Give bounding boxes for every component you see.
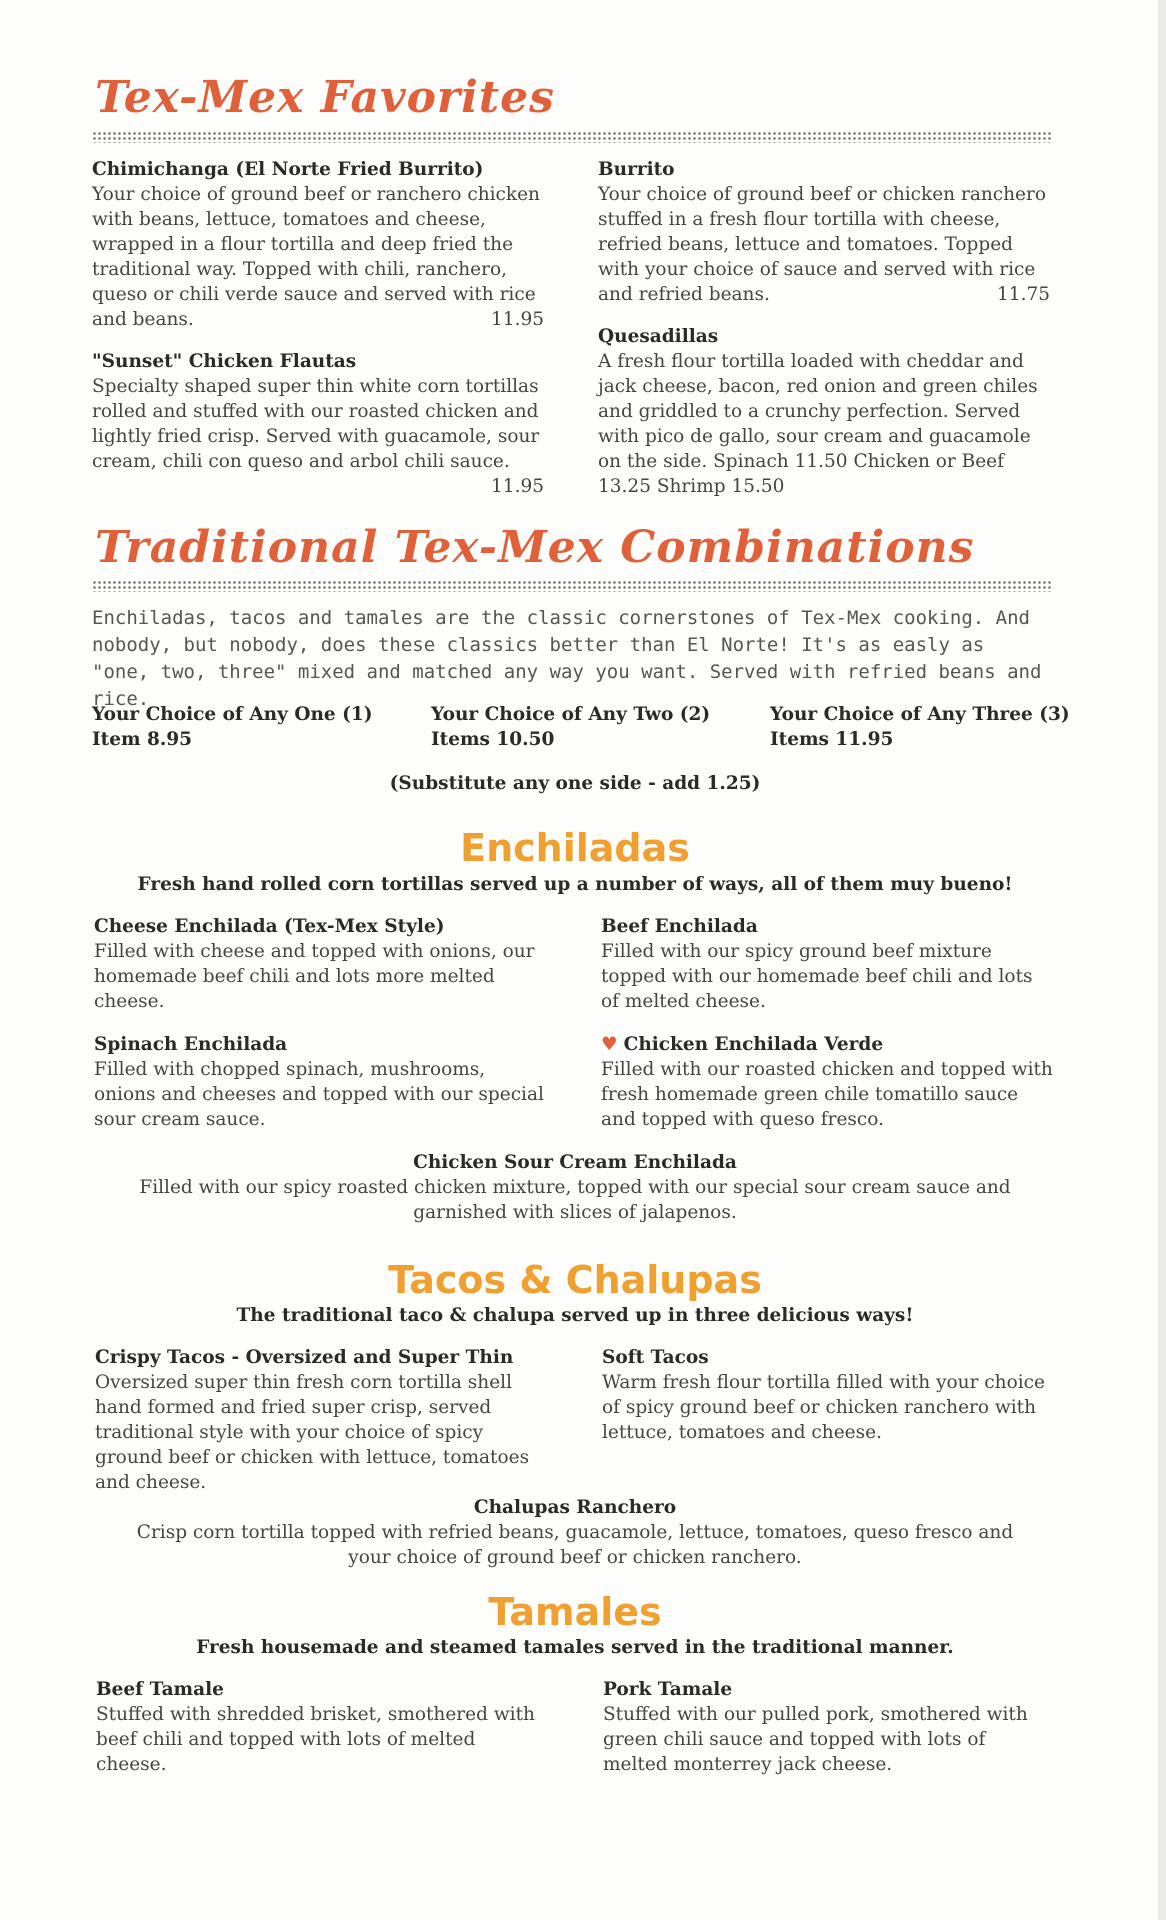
- dotted-divider: [92, 131, 1052, 143]
- item-name: Chimichanga (El Norte Fried Burrito): [92, 159, 484, 180]
- menu-item-burrito: [598, 157, 1050, 307]
- item-desc: Crisp corn tortilla topped with refried beans, guacamole, lettuce, tomatoes, queso fresco and your choice of ground beef or chicken ranchero.: [136, 1522, 1014, 1568]
- item-name: Beef Tamale: [96, 1679, 224, 1700]
- combos-title: Traditional Tex-Mex Combinations: [95, 522, 975, 573]
- item-name: Beef Enchilada: [601, 916, 758, 937]
- item-desc: Filled with chopped spinach, mushrooms, onions and cheeses and topped with our special sour cream sauce.: [94, 1059, 544, 1130]
- tacos-subtitle: The traditional taco & chalupa served up in three delicious ways!: [236, 1305, 914, 1326]
- texmex-title: Tex-Mex Favorites: [95, 72, 555, 123]
- menu-item-chimichanga: [92, 157, 544, 332]
- choice-two: [431, 702, 751, 752]
- item-desc: Filled with our roasted chicken and topped with fresh homemade green chile tomatillo sauce and topped with queso fresco.: [601, 1059, 1053, 1130]
- menu-item-soft-tacos: [602, 1345, 1054, 1445]
- item-name-text: Chicken Enchilada Verde: [623, 1034, 884, 1055]
- enchiladas-subtitle: Fresh hand rolled corn tortillas served up a number of ways, all of them muy bueno!: [137, 874, 1013, 895]
- menu-item-spinach-enchilada: [94, 1032, 546, 1132]
- item-desc: Filled with our spicy ground beef mixture topped with our homemade beef chili and lots of melted cheese.: [601, 941, 1033, 1012]
- heart-icon: ♥: [601, 1034, 618, 1055]
- menu-item-beef-enchilada: [601, 914, 1053, 1014]
- item-desc-text: Your choice of ground beef or chicken ranchero stuffed in a fresh flour tortilla with cheese, refried beans, lettuce and tomatoes. Topped with your choice of sauce and served with rice and refried beans.: [598, 184, 1046, 305]
- item-desc: Oversized super thin fresh corn tortilla shell hand formed and fried super crisp, served traditional style with your choice of spicy ground beef or chicken with lettuce, tomatoes and cheese.: [95, 1372, 530, 1493]
- menu-item-sour-cream-enchilada: [100, 1150, 1050, 1225]
- item-desc: Filled with cheese and topped with onions, our homemade beef chili and lots more melted cheese.: [94, 941, 535, 1012]
- choice-three: [770, 702, 1090, 752]
- item-desc: Warm fresh flour tortilla filled with your choice of spicy ground beef or chicken ranchero with lettuce, tomatoes and cheese.: [602, 1372, 1045, 1443]
- substitute-note: (Substitute any one side - add 1.25): [389, 773, 761, 794]
- item-desc: Filled with our spicy roasted chicken mixture, topped with our special sour cream sauce and garnished with slices of jalapenos.: [139, 1177, 1011, 1223]
- item-desc-text: Your choice of ground beef or ranchero chicken with beans, lettuce, tomatoes and cheese, wrapped in a flour tortilla and deep fried the traditional way. Topped with chili, ranchero, queso or chili verde sauce and served with rice and beans.: [92, 184, 540, 330]
- choice-label: Your Choice of Any Two (2): [431, 704, 711, 725]
- menu-item-pork-tamale: [603, 1677, 1055, 1777]
- menu-item-chicken-enchilada-verde: [601, 1032, 1053, 1132]
- choice-label: Your Choice of Any One (1): [92, 704, 373, 725]
- choice-price: Items 11.95: [770, 729, 894, 750]
- tacos-title: Tacos & Chalupas: [388, 1258, 762, 1302]
- item-name: Chalupas Ranchero: [473, 1497, 677, 1518]
- item-name: Spinach Enchilada: [94, 1034, 288, 1055]
- item-desc: [598, 182, 1050, 307]
- tamales-title: Tamales: [488, 1590, 662, 1634]
- item-desc: A fresh flour tortilla loaded with cheddar and jack cheese, bacon, red onion and green chiles and griddled to a crunchy perfection. Served with pico de gallo, sour cream and guacamole on the side. Spinach 11.50 Chicken or Beef 13.25 Shrimp 15.50: [598, 351, 1038, 497]
- item-price: 11.75: [997, 284, 1050, 305]
- menu-item-flautas: [92, 349, 544, 499]
- combos-intro: Enchiladas, tacos and tamales are the classic cornerstones of Tex-Mex cooking. And nobody, but nobody, does these classics better than El Norte! It's as easly as "one, two, three" mixed and matched any way you want. Served with refried beans and rice.: [92, 607, 1042, 710]
- item-desc: Stuffed with shredded brisket, smothered with beef chili and topped with lots of melted cheese.: [96, 1704, 535, 1775]
- choice-price: Item 8.95: [92, 729, 193, 750]
- tamales-subtitle: Fresh housemade and steamed tamales served in the traditional manner.: [196, 1637, 954, 1658]
- page-edge: [1158, 0, 1166, 1920]
- item-desc: [92, 374, 544, 497]
- enchiladas-title: Enchiladas: [460, 826, 690, 870]
- item-name: Pork Tamale: [603, 1679, 733, 1700]
- menu-item-crispy-tacos: [95, 1345, 547, 1495]
- item-desc: [92, 182, 544, 332]
- item-desc-text: Specialty shaped super thin white corn tortillas rolled and stuffed with our roasted chicken and lightly fried crisp. Served with guacamole, sour cream, chili con queso and arbol chili sauce.: [92, 376, 540, 472]
- item-name: Chicken Sour Cream Enchilada: [413, 1152, 737, 1173]
- menu-item-beef-tamale: [96, 1677, 548, 1777]
- item-name: Soft Tacos: [602, 1347, 709, 1368]
- item-name: Crispy Tacos - Oversized and Super Thin: [95, 1347, 514, 1368]
- dotted-divider: [92, 580, 1052, 592]
- choice-price: Items 10.50: [431, 729, 555, 750]
- item-name: Cheese Enchilada (Tex-Mex Style): [94, 916, 445, 937]
- choice-label: Your Choice of Any Three (3): [770, 704, 1070, 725]
- item-desc: Stuffed with our pulled pork, smothered with green chili sauce and topped with lots of melted monterrey jack cheese.: [603, 1704, 1028, 1775]
- item-name: Burrito: [598, 159, 675, 180]
- item-name: "Sunset" Chicken Flautas: [92, 351, 357, 372]
- item-name: [601, 1032, 1053, 1057]
- menu-item-chalupas-ranchero: [120, 1495, 1030, 1570]
- item-price: 11.95: [491, 476, 544, 497]
- menu-item-cheese-enchilada: [94, 914, 546, 1014]
- item-price: 11.95: [491, 309, 544, 330]
- choice-one: [92, 702, 412, 752]
- menu-item-quesadillas: [598, 324, 1050, 499]
- item-name: Quesadillas: [598, 326, 719, 347]
